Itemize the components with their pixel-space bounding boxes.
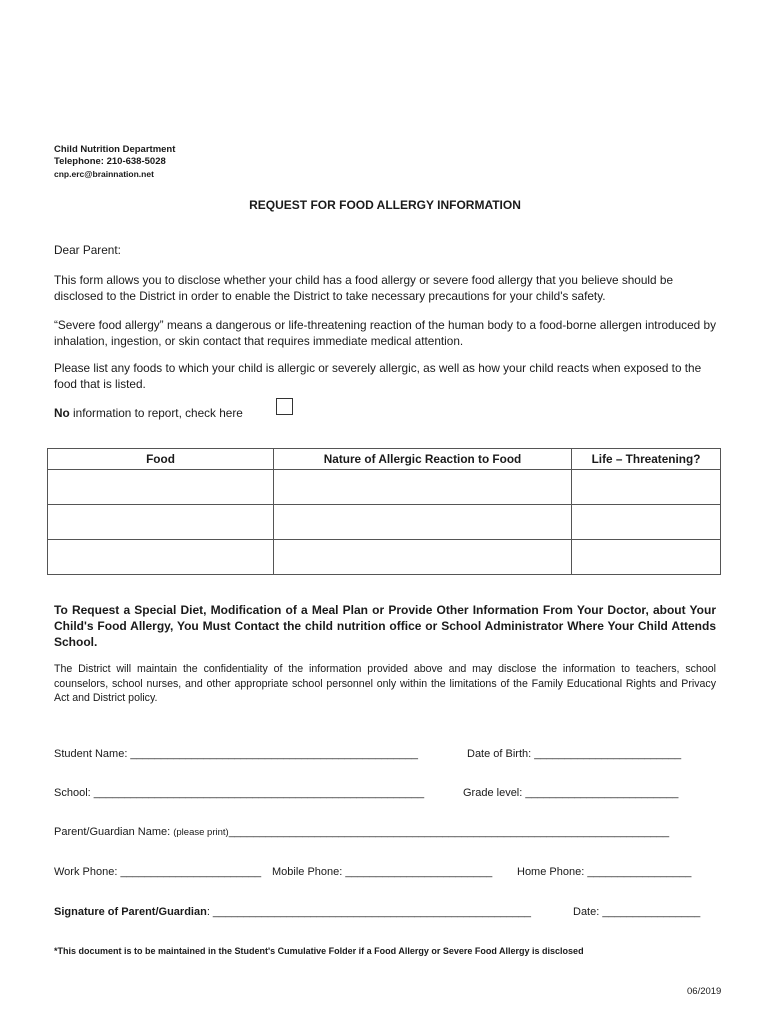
no-info-label <box>54 405 294 421</box>
signature-date-field[interactable]: Date: ________________ <box>573 906 701 918</box>
reaction-cell[interactable] <box>274 540 572 575</box>
confidentiality-statement: The District will maintain the confidentiality of the information provided above and may disclose the information to teachers, school counselors, school nurses, and other appropriate school personnel only within the limitations of the Family Educational Rights and Privacy Act and District policy. <box>54 663 716 704</box>
table-row <box>48 470 721 505</box>
life-threatening-cell[interactable] <box>572 470 721 505</box>
parent-name-line: ________________________________________________________________________ <box>228 826 670 838</box>
parent-name-label: Parent/Guardian Name: <box>54 826 174 838</box>
life-threatening-cell[interactable] <box>572 505 721 540</box>
no-info-bold: No <box>54 406 70 420</box>
col-header-life-threatening: Life – Threatening? <box>572 449 721 470</box>
instruction-paragraph: Please list any foods to which your child is allergic or severely allergic, as well as how your child reacts when exposed to the food that is listed. <box>54 361 702 391</box>
department-email: cnp.erc@brainnation.net <box>54 169 154 179</box>
no-info-checkbox[interactable] <box>276 398 293 415</box>
date-of-birth-field[interactable]: Date of Birth: ________________________ <box>467 748 682 760</box>
signature-label: Signature of Parent/Guardian <box>54 906 207 918</box>
life-threatening-cell[interactable] <box>572 540 721 575</box>
grade-level-field[interactable]: Grade level: _________________________ <box>463 787 679 799</box>
reaction-cell[interactable] <box>274 505 572 540</box>
signature-line: : ____________________________________________________ <box>206 906 532 918</box>
home-phone-field[interactable]: Home Phone: _________________ <box>517 866 692 878</box>
col-header-reaction: Nature of Allergic Reaction to Food <box>274 449 572 470</box>
form-title: REQUEST FOR FOOD ALLERGY INFORMATION <box>249 198 521 212</box>
food-cell[interactable] <box>48 505 274 540</box>
food-cell[interactable] <box>48 540 274 575</box>
food-cell[interactable] <box>48 470 274 505</box>
greeting: Dear Parent: <box>54 243 121 257</box>
student-name-field[interactable]: Student Name: _______________________________________________ <box>54 748 418 760</box>
department-telephone: Telephone: 210-638-5028 <box>54 156 166 167</box>
special-diet-notice: To Request a Special Diet, Modification of a Meal Plan or Provide Other Information From Your Doctor, about Your Child's Food Allergy, You Must Contact the child nutrition office or School Administrator Where Your Child Attends School. <box>54 603 716 649</box>
parent-name-field[interactable] <box>54 826 669 838</box>
no-info-text: information to report, check here <box>69 406 243 420</box>
definition-paragraph: “Severe food allergy” means a dangerous or life-threatening reaction of the human body to a food-borne allergen introduced by inhalation, ingestion, or skin contact that requires immediate medical attention. <box>54 318 716 348</box>
signature-field[interactable] <box>54 906 531 918</box>
parent-name-hint: (please print) <box>173 827 229 838</box>
table-header-row <box>48 449 721 470</box>
mobile-phone-field[interactable]: Mobile Phone: ________________________ <box>272 866 493 878</box>
department-name: Child Nutrition Department <box>54 144 176 155</box>
table-row <box>48 540 721 575</box>
intro-paragraph: This form allows you to disclose whether your child has a food allergy or severe food allergy that you believe should be disclosed to the District in order to enable the District to take necessary precautions for your child's safety. <box>54 273 674 303</box>
work-phone-field[interactable]: Work Phone: _______________________ <box>54 866 262 878</box>
table-row <box>48 505 721 540</box>
reaction-cell[interactable] <box>274 470 572 505</box>
footnote: *This document is to be maintained in the Student's Cumulative Folder if a Food Allergy or Severe Food Allergy is disclosed <box>54 946 584 956</box>
revision-date: 06/2019 <box>687 986 722 997</box>
col-header-food: Food <box>48 449 274 470</box>
school-field[interactable]: School: ______________________________________________________ <box>54 787 425 799</box>
allergy-table <box>47 448 721 575</box>
